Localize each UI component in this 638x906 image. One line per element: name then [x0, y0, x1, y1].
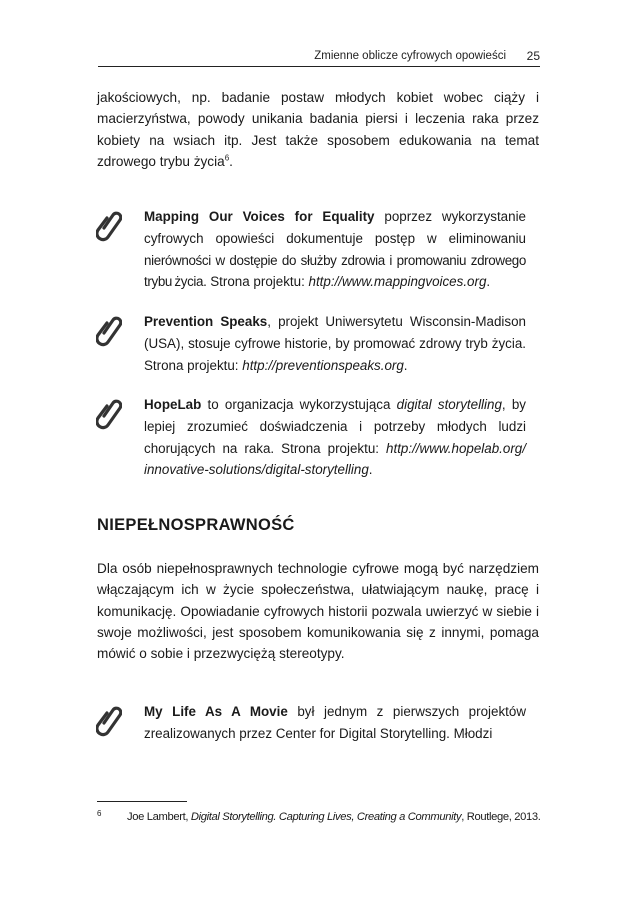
project-url[interactable]: http://preventionspeaks.org [242, 357, 404, 373]
project-name: My Life As A Movie [144, 704, 288, 719]
project-url[interactable]: http://www.hopelab.org/ innovative-solutions/digital-storytelling [144, 440, 526, 478]
project-name: Prevention Speaks [144, 314, 268, 329]
project-prevention-speaks [96, 311, 536, 376]
paperclip-icon [96, 398, 122, 430]
intro-paragraph: jakościowych, np. badanie postaw młodych kobiet wobec ciąży i macierzyństwa, powody unikania badania piersi i leczenia raka przez kobiety na wsiach itp. Jest także sposobem edukowania na temat zdrowego trybu życia$^6$. [97, 90, 539, 169]
paperclip-icon [96, 705, 122, 737]
project-hopelab [96, 394, 536, 481]
section-heading: NIEPEŁNOSPRAWNOŚĆ [97, 516, 295, 534]
project-name: Mapping Our Voices for Equality [144, 209, 375, 224]
running-title: Zmienne oblicze cyfrowych opowieści [314, 50, 506, 62]
footnote-reference: 6 [224, 153, 230, 163]
paperclip-icon [96, 315, 122, 347]
section-paragraph: Dla osób niepełnosprawnych technologie cyfrowe mogą być narzędziem włączającym ich w życie społeczeństwa, ułatwiającym naukę, pracę i komunikację. Opowiadanie cyfrowych historii pozwala uwierzyć w siebie i swoje możliwości, jest sposobem komunikowania się z innymi, pomaga mówić o sobie i przezwyciężą stereotypy. [97, 561, 539, 662]
page-number: 25 [526, 49, 540, 63]
project-description: Mapping Our Voices for Equality poprzez wykorzystanie cyfrowych opowieści dokumentuje postęp w eliminowaniu nierówności w dostępie do służby zdrowia i promowaniu zdrowego trybu życia. Strona projektu: http://www.mappingvoices.org. [144, 209, 526, 290]
intro-text: jakościowych, np. badanie postaw młodych kobiet wobec ciąży i macierzyństwa, powody unikania badania piersi i leczenia raka przez kobiety na wsiach itp. Jest także sposobem edukowania na temat zdrowego trybu życia [97, 90, 539, 169]
footnote-book-title: Digital Storytelling. Capturing Lives, Creating a Community [190, 811, 462, 823]
project-description: My Life As A Movie był jednym z pierwszych projektów zrealizowanych przez Center for Digital Storytelling. Młodzi [144, 704, 526, 741]
project-my-life-as-a-movie [96, 701, 536, 745]
paperclip-icon [96, 210, 122, 242]
project-description: Prevention Speaks, projekt Uniwersytetu Wisconsin-Madison (USA), stosuje cyfrowe historie, by promować zdrowy tryb życia. Strona projektu: http://preventionspeaks.org. [144, 314, 526, 373]
running-header [98, 46, 540, 67]
footnote-text: Joe Lambert, Digital Storytelling. Capturing Lives, Creating a Community, Routlege, 2013. [127, 811, 541, 823]
project-mapping-our-voices [96, 206, 536, 293]
footnote-number: 6 [97, 809, 102, 818]
footnote-divider [97, 801, 187, 802]
project-url[interactable]: http://www.mappingvoices.org [308, 274, 487, 290]
project-name: HopeLab [144, 397, 202, 412]
project-description: HopeLab to organizacja wykorzystująca digital storytelling, by lepiej zrozumieć doświadczenia i potrzeby młodych ludzi chorujących na raka. Strona projektu: http://www.hopelab.org/ innovative-solutions/digital-storytelling. [144, 397, 526, 478]
